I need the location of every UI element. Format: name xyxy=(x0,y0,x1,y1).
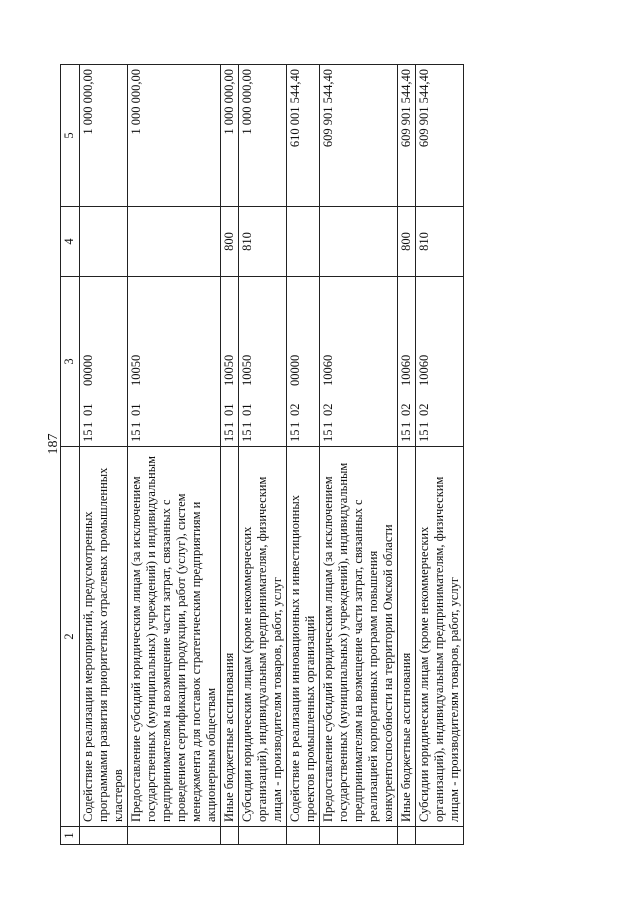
header-col-2: 2 xyxy=(61,447,80,827)
code-g: 15 xyxy=(399,429,413,442)
code-p: 01 xyxy=(129,403,143,416)
row-amount-cell: 1 000 000,00 xyxy=(80,65,128,207)
code-s: 1 xyxy=(81,421,95,428)
code-p: 01 xyxy=(240,403,254,416)
row-name-cell: Содействие в реализации мероприятий, предусмотренных программами развития приоритетных отраслевых промышленных кластеров xyxy=(80,447,128,827)
row-code-cell xyxy=(221,277,239,447)
row-amount-cell: 610 001 544,40 xyxy=(287,65,320,207)
table-row xyxy=(221,65,239,845)
code-s: 1 xyxy=(417,421,431,428)
code-d: 10050 xyxy=(222,354,236,386)
code-d: 10060 xyxy=(399,354,413,386)
row-name-cell: Иные бюджетные ассигнования xyxy=(398,447,416,827)
row-name-cell: Содействие в реализации инновационных и инвестиционных проектов промышленных организаций xyxy=(287,447,320,827)
code-s: 1 xyxy=(129,421,143,428)
code-p: 01 xyxy=(222,403,236,416)
code-s: 1 xyxy=(288,421,302,428)
row-code-cell xyxy=(320,277,398,447)
code-p: 02 xyxy=(321,403,335,416)
code-s: 1 xyxy=(222,421,236,428)
row-blank-cell xyxy=(416,827,464,845)
row-vr-cell xyxy=(320,207,398,277)
code-g: 15 xyxy=(288,429,302,442)
row-name-cell: Иные бюджетные ассигнования xyxy=(221,447,239,827)
code-g: 15 xyxy=(222,429,236,442)
row-vr-cell: 810 xyxy=(416,207,464,277)
row-vr-cell xyxy=(80,207,128,277)
row-code-cell xyxy=(287,277,320,447)
code-g: 15 xyxy=(321,429,335,442)
row-blank-cell xyxy=(287,827,320,845)
code-p: 02 xyxy=(417,403,431,416)
table-row xyxy=(239,65,287,845)
code-p: 02 xyxy=(399,403,413,416)
code-d: 10060 xyxy=(321,354,335,386)
code-p: 02 xyxy=(288,403,302,416)
row-amount-cell: 609 901 544,40 xyxy=(320,65,398,207)
row-amount-cell: 1 000 000,00 xyxy=(128,65,221,207)
code-d: 10050 xyxy=(129,354,143,386)
code-d: 10060 xyxy=(417,354,431,386)
row-vr-cell: 810 xyxy=(239,207,287,277)
table-row xyxy=(398,65,416,845)
code-g: 15 xyxy=(417,429,431,442)
header-col-3: 3 xyxy=(61,277,80,447)
header-col-5: 5 xyxy=(61,65,80,207)
header-col-1: 1 xyxy=(61,827,80,845)
code-g: 15 xyxy=(240,429,254,442)
row-blank-cell xyxy=(128,827,221,845)
code-s: 1 xyxy=(240,421,254,428)
code-g: 15 xyxy=(129,429,143,442)
row-blank-cell xyxy=(398,827,416,845)
table-row xyxy=(128,65,221,845)
table-row xyxy=(287,65,320,845)
header-col-4: 4 xyxy=(61,207,80,277)
table-row xyxy=(320,65,398,845)
row-blank-cell xyxy=(80,827,128,845)
row-code-cell xyxy=(80,277,128,447)
row-vr-cell: 800 xyxy=(398,207,416,277)
row-blank-cell xyxy=(239,827,287,845)
row-name-cell: Предоставление субсидий юридическим лицам (за исключением государственных (муниципальных) учреждений), индивидуальным предпринимателям на возмещение части затрат, связанных с реализацией корпоративных программ повышения конкурентоспособности на территории Омской области xyxy=(320,447,398,827)
code-g: 15 xyxy=(81,429,95,442)
budget-table xyxy=(60,64,464,845)
row-code-cell xyxy=(128,277,221,447)
code-d: 00000 xyxy=(288,354,302,386)
table-row xyxy=(80,65,128,845)
row-amount-cell: 1 000 000,00 xyxy=(239,65,287,207)
page-number: 187 xyxy=(46,433,61,455)
code-d: 10050 xyxy=(240,354,254,386)
row-vr-cell: 800 xyxy=(221,207,239,277)
row-vr-cell xyxy=(287,207,320,277)
row-code-cell xyxy=(416,277,464,447)
row-code-cell xyxy=(239,277,287,447)
row-blank-cell xyxy=(221,827,239,845)
row-amount-cell: 609 901 544,40 xyxy=(398,65,416,207)
header-row xyxy=(61,65,80,845)
row-amount-cell: 609 901 544,40 xyxy=(416,65,464,207)
row-code-cell xyxy=(398,277,416,447)
row-vr-cell xyxy=(128,207,221,277)
row-blank-cell xyxy=(320,827,398,845)
budget-table-sheet xyxy=(60,65,540,845)
row-amount-cell: 1 000 000,00 xyxy=(221,65,239,207)
row-name-cell: Предоставление субсидий юридическим лицам (за исключением государственных (муниципальных) учреждений) и индивидуальным предпринимателям на возмещение части затрат, связанных с проведением сертификации продукции, работ (услуг), систем менеджмента для поставок стратегическим предприятиям и акционерным обществам xyxy=(128,447,221,827)
code-p: 01 xyxy=(81,403,95,416)
row-name-cell: Субсидии юридическим лицам (кроме некоммерческих организаций), индивидуальным предпринимателям, физическим лицам - производителям товаров, работ, услуг xyxy=(416,447,464,827)
row-name-cell: Субсидии юридическим лицам (кроме некоммерческих организаций), индивидуальным предпринимателям, физическим лицам - производителям товаров, работ, услуг xyxy=(239,447,287,827)
code-d: 00000 xyxy=(81,354,95,386)
code-s: 1 xyxy=(321,421,335,428)
table-row xyxy=(416,65,464,845)
code-s: 1 xyxy=(399,421,413,428)
